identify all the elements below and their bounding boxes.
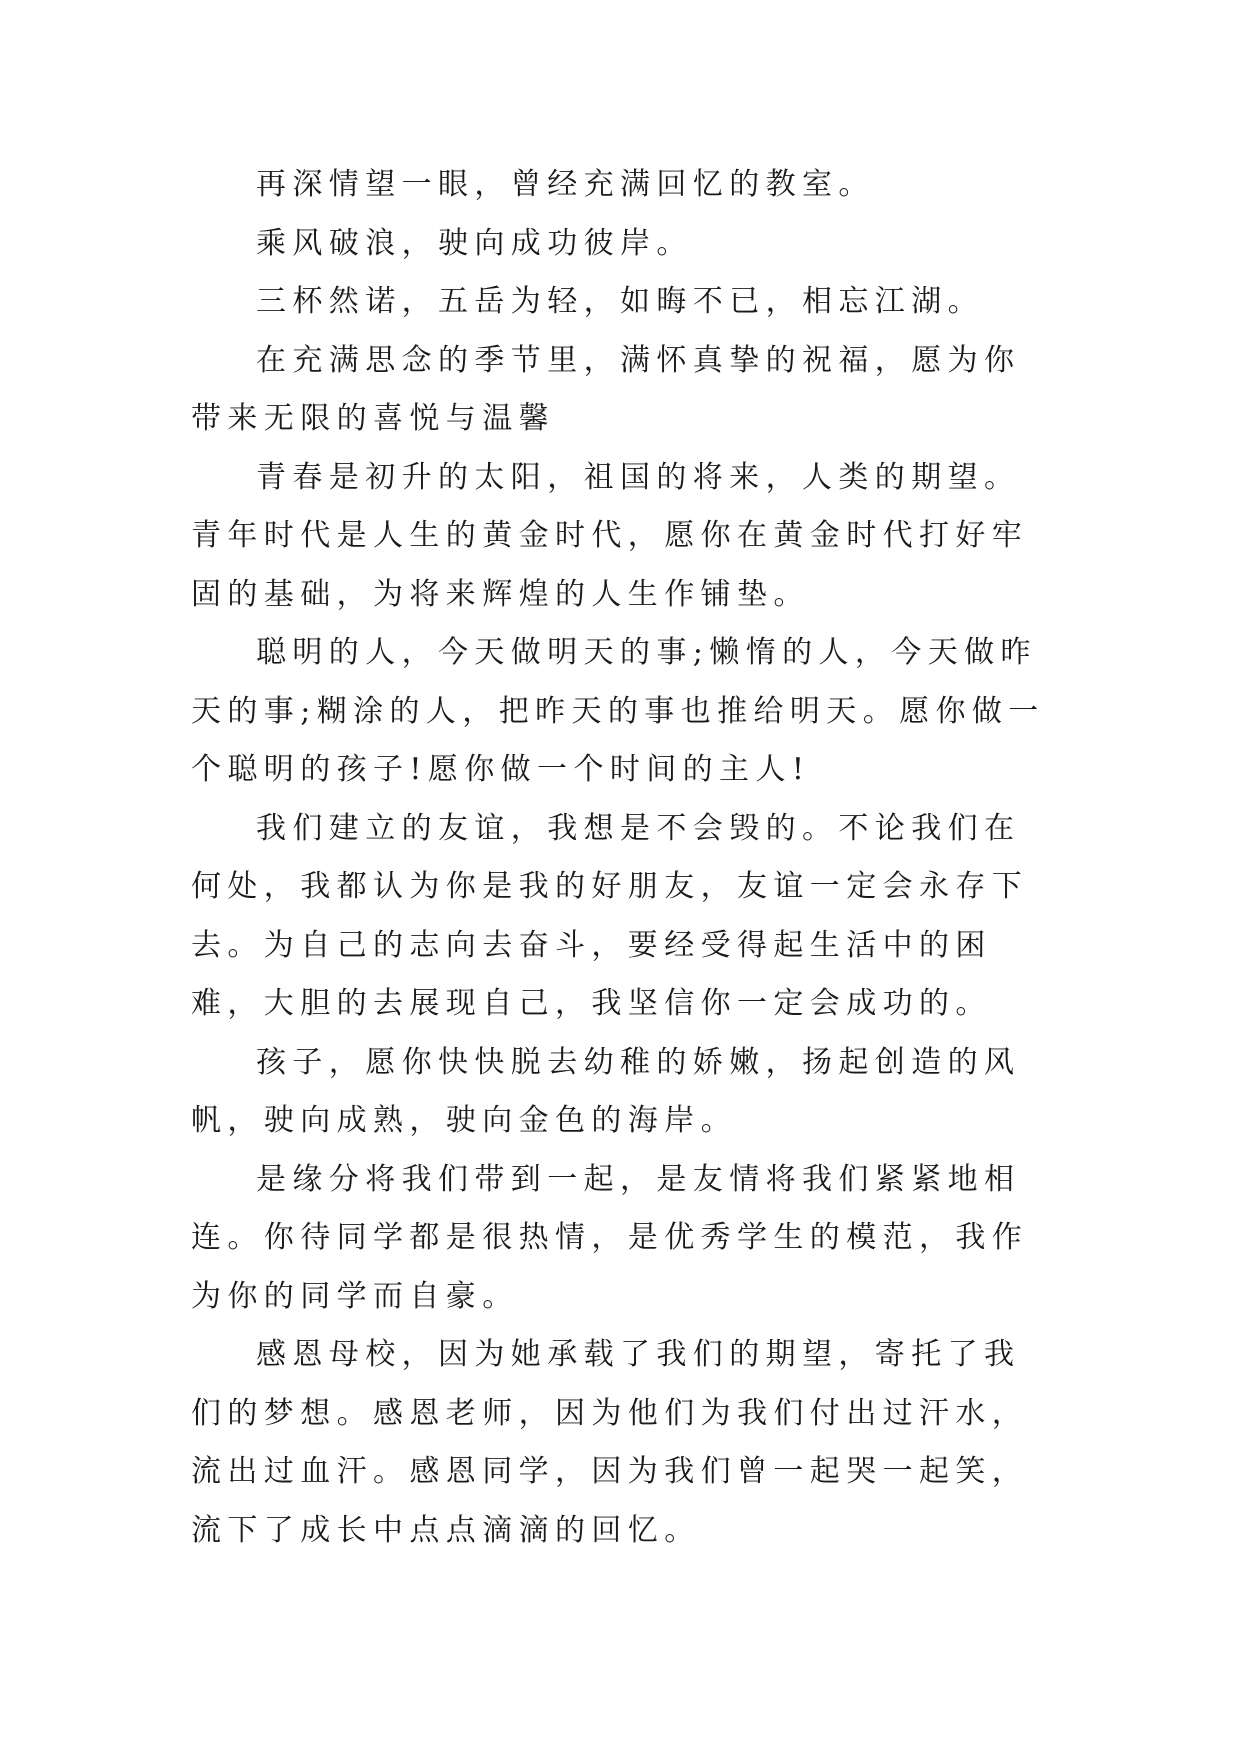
paragraph: 孩子，愿你快快脱去幼稚的娇嫩，扬起创造的风帆，驶向成熟，驶向金色的海岸。 — [191, 1044, 1021, 1138]
document-body — [191, 156, 1051, 1560]
paragraph: 青春是初升的太阳，祖国的将来，人类的期望。青年时代是人生的黄金时代，愿你在黄金时代打好牢固的基础，为将来辉煌的人生作铺垫。 — [191, 459, 1029, 612]
paragraph: 是缘分将我们带到一起，是友情将我们紧紧地相连。你待同学都是很热情，是优秀学生的模范，我作为你的同学而自豪。 — [191, 1161, 1029, 1314]
paragraph: 我们建立的友谊，我想是不会毁的。不论我们在何处，我都认为你是我的好朋友，友谊一定会永存下去。为自己的志向去奋斗，要经受得起生活中的困难，大胆的去展现自己，我坚信你一定会成功的。 — [191, 810, 1029, 1021]
paragraph: 聪明的人，今天做明天的事;懒惰的人，今天做昨天的事;糊涂的人，把昨天的事也推给明天。愿你做一个聪明的孩子!愿你做一个时间的主人! — [191, 635, 1045, 787]
paragraph: 三杯然诺，五岳为轻，如晦不已，相忘江湖。 — [256, 284, 984, 319]
paragraph: 感恩母校，因为她承载了我们的期望，寄托了我们的梦想。感恩老师，因为他们为我们付出过汗水，流出过血汗。感恩同学，因为我们曾一起哭一起笑，流下了成长中点点滴滴的回忆。 — [191, 1337, 1029, 1548]
paragraph: 在充满思念的季节里，满怀真挚的祝福，愿为你带来无限的喜悦与温馨 — [191, 342, 1021, 436]
paragraph: 乘风破浪，驶向成功彼岸。 — [256, 225, 693, 261]
paragraph: 再深情望一眼，曾经充满回忆的教室。 — [256, 167, 875, 202]
